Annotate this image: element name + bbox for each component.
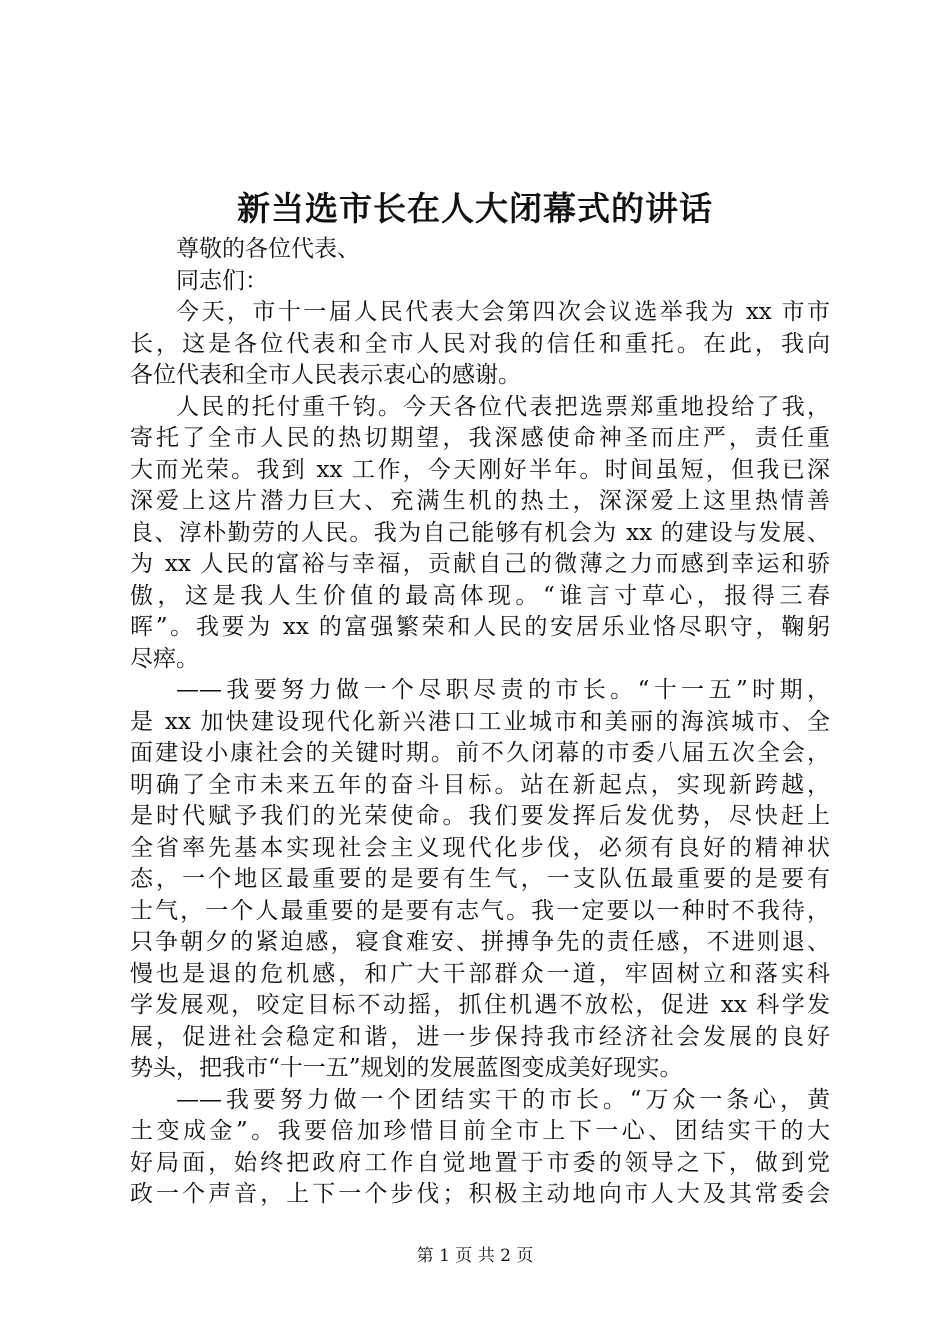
body-line: 良、淳朴勤劳的人民。我为自己能够有机会为 xx 的建设与发展、 — [130, 519, 830, 546]
body-line: 深爱上这片潜力巨大、充满生机的热土，深深爱上这里热情善 — [130, 488, 830, 514]
body-line: 学发展观，咬定目标不动摇，抓住机遇不放松，促进 xx 科学发 — [130, 992, 830, 1018]
body-line: 各位代表和全市人民表示衷心的感谢。 — [130, 362, 521, 388]
body-line: 明确了全市未来五年的奋斗目标。站在新起点，实现新跨越， — [130, 771, 830, 798]
body-line: 尊敬的各位代表、 — [176, 236, 360, 262]
body-line: 晖”。我要为 xx 的富强繁荣和人民的安居乐业恪尽职守，鞠躬 — [130, 614, 830, 640]
body-line: 态，一个地区最重要的是要有生气，一支队伍最重要的是要有 — [130, 866, 830, 892]
body-line: 尽瘁。 — [130, 645, 199, 672]
body-line: 土变成金”。我要倍加珍惜目前全市上下一心、团结实干的大 — [130, 1118, 830, 1144]
body-line: 今天，市十一届人民代表大会第四次会议选举我为 xx 市市 — [176, 299, 830, 325]
body-line: 只争朝夕的紧迫感，寝食难安、拼搏争先的责任感，不进则退、 — [130, 929, 830, 955]
body-line: 是时代赋予我们的光荣使命。我们要发挥后发优势，尽快赶上 — [130, 803, 830, 829]
body-line: 展，促进社会稳定和谐，进一步保持我市经济社会发展的良好 — [130, 1023, 830, 1050]
body-line: 面建设小康社会的关键时期。前不久闭幕的市委八届五次全会， — [130, 740, 830, 766]
body-line: 政一个声音，上下一个步伐；积极主动地向市人大及其常委会 — [130, 1181, 830, 1207]
body-line: 寄托了全市人民的热切期望，我深感使命神圣而庄严，责任重 — [130, 425, 830, 451]
body-line: 人民的托付重千钧。今天各位代表把选票郑重地投给了我， — [176, 393, 830, 420]
body-line: 为 xx 人民的富裕与幸福，贡献自己的微薄之力而感到幸运和骄 — [130, 551, 830, 577]
body-line: 是 xx 加快建设现代化新兴港口工业城市和美丽的海滨城市、全 — [130, 708, 830, 735]
body-line: 士气，一个人最重要的是要有志气。我一定要以一种时不我待， — [130, 897, 830, 924]
body-line: 全省率先基本实现社会主义现代化步伐，必须有良好的精神状 — [130, 834, 830, 861]
body-line: 同志们： — [176, 267, 268, 294]
page-footer: 第 1 页 共 2 页 — [416, 1246, 534, 1266]
document-title: 新当选市长在人大闭幕式的讲话 — [237, 189, 713, 228]
body-line: ——我要努力做一个尽职尽责的市长。“十一五”时期， — [176, 677, 830, 703]
body-line: 大而光荣。我到 xx 工作，今天刚好半年。时间虽短，但我已深 — [130, 456, 830, 483]
body-line: 好局面，始终把政府工作自觉地置于市委的领导之下，做到党 — [130, 1149, 830, 1176]
body-line: ——我要努力做一个团结实干的市长。“万众一条心，黄 — [176, 1086, 830, 1113]
body-line: 长，这是各位代表和全市人民对我的信任和重托。在此，我向 — [130, 330, 830, 357]
body-line: 势头，把我市“十一五”规划的发展蓝图变成美好现实。 — [130, 1055, 683, 1081]
body-line: 傲，这是我人生价值的最高体现。“谁言寸草心，报得三春 — [130, 582, 830, 609]
body-line: 慢也是退的危机感，和广大干部群众一道，牢固树立和落实科 — [130, 960, 830, 987]
document-body — [130, 234, 830, 1211]
